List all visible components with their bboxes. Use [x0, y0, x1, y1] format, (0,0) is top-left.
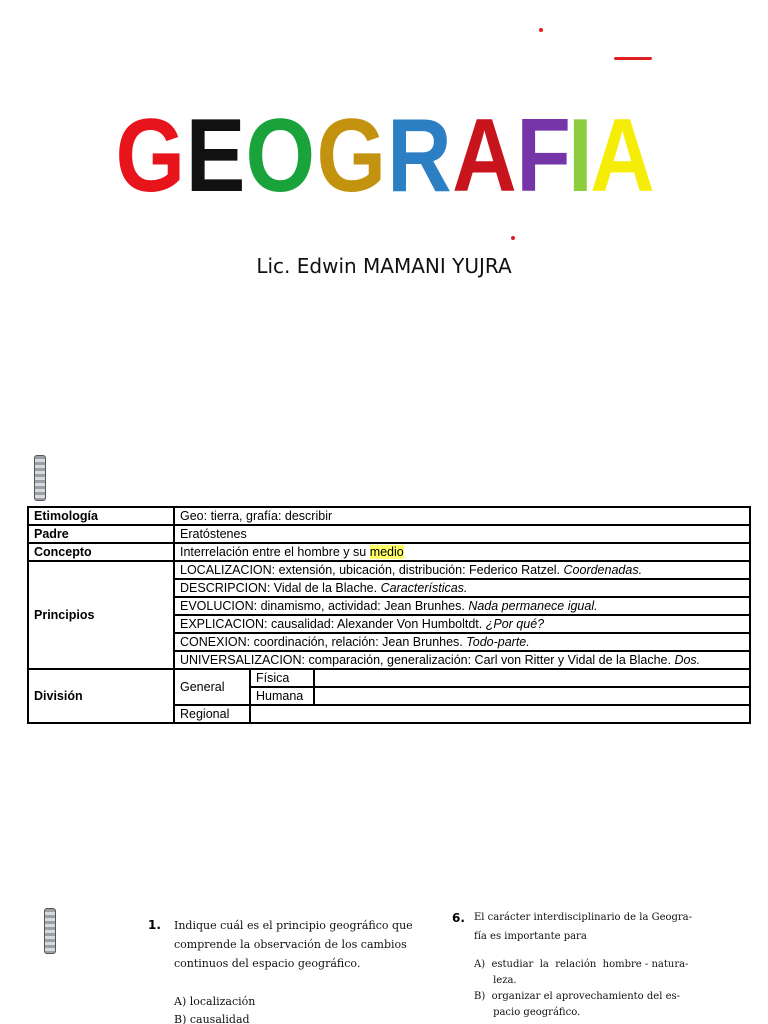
question-line: El carácter interdisciplinario de la Geogra-	[474, 912, 693, 923]
row-key: Concepto	[28, 543, 174, 561]
question-number: 1.	[148, 918, 161, 932]
question-line: comprende la observación de los cambios	[174, 938, 407, 951]
row-key: División	[28, 669, 174, 723]
empty-cell	[314, 669, 750, 687]
red-dot-mark	[511, 236, 515, 240]
principle-keyword: ¿Por qué?	[485, 617, 545, 631]
row-value	[174, 543, 750, 561]
title-letter: A	[452, 98, 516, 214]
table-row	[28, 669, 750, 687]
table-row	[28, 525, 750, 543]
row-key: Principios	[28, 561, 174, 669]
answer-option: A) estudiar la relación hombre - natura-	[474, 959, 689, 970]
page-title	[0, 98, 768, 214]
title-letter: F	[516, 98, 570, 214]
division-general: General	[174, 669, 250, 705]
division-regional: Regional	[174, 705, 250, 723]
principle-keyword: Características.	[380, 581, 468, 595]
row-value: Geo: tierra, grafía: describir	[174, 507, 750, 525]
question-text	[174, 916, 434, 973]
answer-option: pacio geográfico.	[474, 1007, 581, 1018]
title-letter: G	[115, 98, 184, 214]
answer-option: B) causalidad	[174, 1013, 250, 1024]
highlighted-word: medio	[369, 545, 404, 559]
principle-text: EVOLUCION: dinamismo, actividad: Jean Brunhes.	[180, 599, 469, 613]
scroll-icon	[34, 455, 46, 501]
principle-text: LOCALIZACION: extensión, ubicación, distribución: Federico Ratzel.	[180, 563, 564, 577]
empty-cell	[250, 705, 750, 723]
title-letter: R	[387, 98, 451, 214]
geography-summary-table	[27, 506, 751, 724]
principle-item	[174, 651, 750, 669]
principle-item	[174, 633, 750, 651]
title-letter: G	[316, 98, 385, 214]
row-key: Padre	[28, 525, 174, 543]
principle-keyword: Todo-parte.	[466, 635, 530, 649]
title-letter: A	[589, 98, 653, 214]
table-row	[28, 543, 750, 561]
division-humana: Humana	[250, 687, 314, 705]
answer-option: leza.	[474, 975, 517, 986]
question-text	[474, 908, 714, 946]
red-dot-mark	[539, 28, 543, 32]
division-fisica: Física	[250, 669, 314, 687]
title-letter: O	[245, 98, 314, 214]
question-line: Indique cuál es el principio geográfico que	[174, 919, 413, 932]
author-name: Lic. Edwin MAMANI YUJRA	[256, 254, 512, 278]
answer-option: A) localización	[174, 995, 256, 1008]
answer-option: B) organizar el aprovechamiento del es-	[474, 991, 681, 1002]
principle-text: CONEXION: coordinación, relación: Jean Brunhes.	[180, 635, 467, 649]
title-letter: E	[185, 98, 244, 214]
scroll-icon	[44, 908, 56, 954]
question-line: continuos del espacio geográfico.	[174, 957, 361, 970]
principle-text: DESCRIPCION: Vidal de la Blache.	[180, 581, 381, 595]
principle-keyword: Coordenadas.	[563, 563, 643, 577]
principle-item	[174, 579, 750, 597]
principle-keyword: Dos.	[674, 653, 701, 667]
red-dash-mark	[614, 57, 652, 60]
question-line: fía es importante para	[474, 931, 587, 942]
principle-keyword: Nada permanece igual.	[468, 599, 598, 613]
row-key: Etimología	[28, 507, 174, 525]
question-number: 6.	[452, 911, 465, 925]
row-value: Eratóstenes	[174, 525, 750, 543]
principle-item	[174, 561, 750, 579]
empty-cell	[314, 687, 750, 705]
principle-item	[174, 597, 750, 615]
title-letter: I	[567, 98, 591, 214]
table-row	[28, 507, 750, 525]
principle-item	[174, 615, 750, 633]
table-row	[28, 561, 750, 579]
concept-text: Interrelación entre el hombre y su	[180, 545, 370, 559]
principle-text: EXPLICACION: causalidad: Alexander Von Humboltdt.	[180, 617, 486, 631]
principle-text: UNIVERSALIZACION: comparación, generalización: Carl von Ritter y Vidal de la Blache.	[180, 653, 675, 667]
